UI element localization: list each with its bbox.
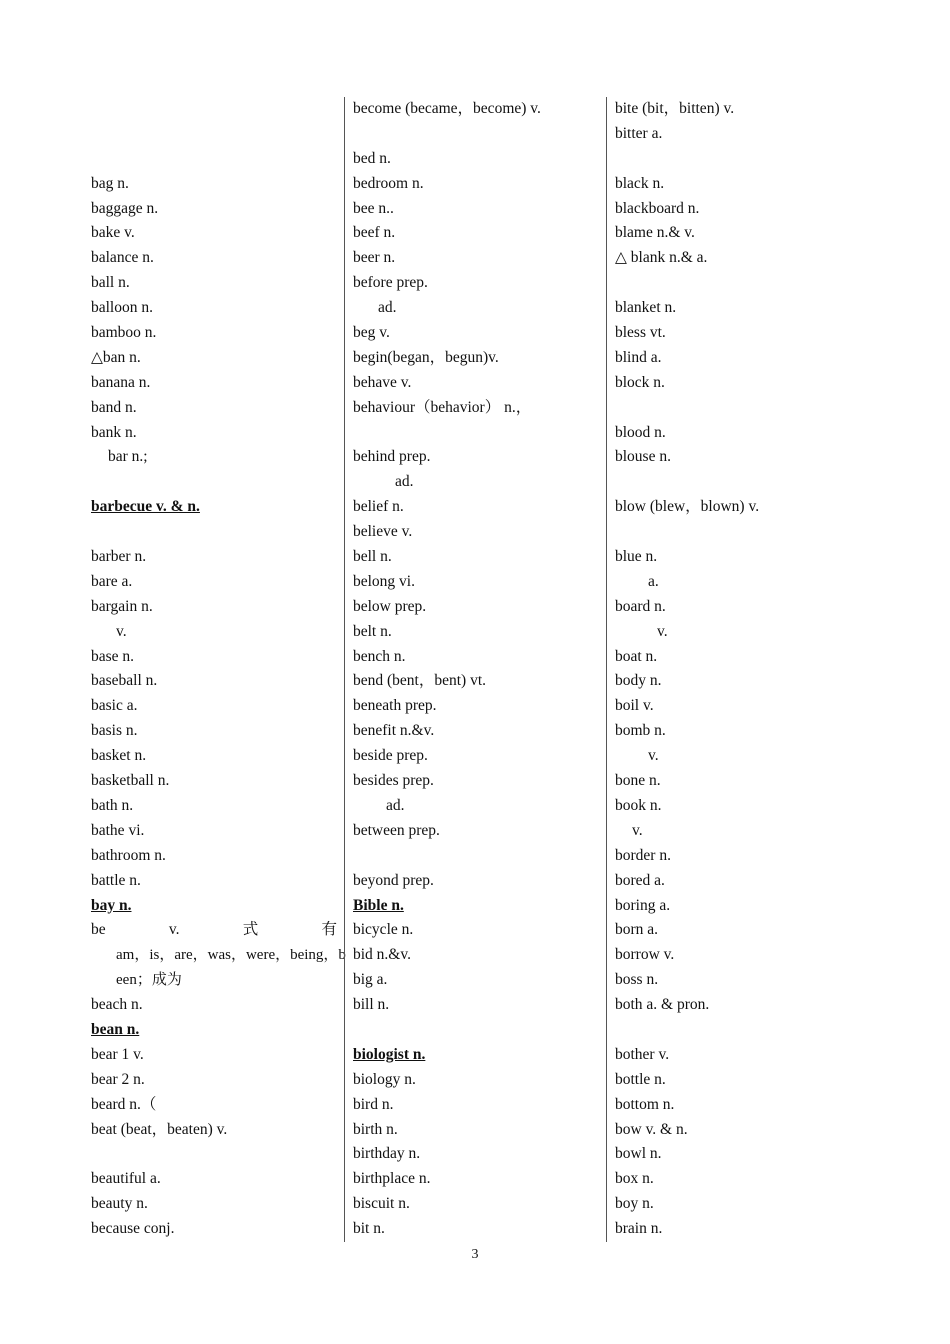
word-entry: board n. — [615, 597, 666, 615]
word-entry: because conj. — [91, 1220, 175, 1238]
word-entry — [91, 470, 337, 495]
word-entry: between prep. — [353, 821, 440, 839]
word-entry: bottle n. — [615, 1070, 666, 1088]
word-entry: bottom n. — [615, 1095, 675, 1113]
word-entry: blow (blew，blown) v. — [615, 498, 760, 516]
word-entry: beat (beat，beaten) v. — [91, 1120, 228, 1138]
word-entry: bathroom n. — [91, 846, 166, 864]
word-entry: bitter a. — [615, 124, 663, 142]
word-entry — [91, 147, 337, 172]
word-entry: bowl n. — [615, 1145, 662, 1163]
word-entry: boil v. — [615, 697, 654, 715]
word-entry: boy n. — [615, 1195, 654, 1213]
word-entry: bar n.; — [108, 448, 148, 466]
word-entry: beard n.（ — [91, 1095, 157, 1113]
word-entry: biscuit n. — [353, 1195, 410, 1213]
word-entry: battle n. — [91, 871, 141, 889]
word-entry: beside prep. — [353, 747, 428, 765]
word-entry: beyond prep. — [353, 871, 434, 889]
word-entry — [353, 844, 599, 869]
word-entry: blouse n. — [615, 448, 671, 466]
word-entry: blackboard n. — [615, 199, 700, 217]
word-entry: basic a. — [91, 697, 138, 715]
word-entry: big a. — [353, 971, 388, 989]
word-entry — [91, 520, 337, 545]
word-entry — [91, 1142, 337, 1167]
word-entry: behind prep. — [353, 448, 431, 466]
word-entry: bathe vi. — [91, 821, 145, 839]
word-entry — [615, 147, 867, 172]
word-entry: bee n.. — [353, 199, 394, 217]
word-entry: bless vt. — [615, 324, 666, 342]
word-entry: believe v. — [353, 523, 413, 541]
word-entry: bench n. — [353, 647, 406, 665]
word-entry: beauty n. — [91, 1195, 148, 1213]
word-entry: beg v. — [353, 324, 390, 342]
word-entry: bird n. — [353, 1095, 394, 1113]
word-entry-wrap: am，is，are，was，were，being，b — [116, 947, 346, 964]
word-entry: box n. — [615, 1170, 654, 1188]
word-entry — [353, 122, 599, 147]
word-entry-bold: Bible n. — [353, 896, 404, 914]
word-column-2 — [344, 97, 599, 1242]
word-entry: band n. — [91, 398, 137, 416]
word-entry: bamboo n. — [91, 324, 157, 342]
word-entry: boring a. — [615, 896, 671, 914]
word-column-1 — [91, 97, 346, 1242]
be-text-a: 式 — [242, 921, 259, 939]
word-entry — [615, 470, 867, 495]
word-entry: brain n. — [615, 1220, 663, 1238]
word-entry: blame n.& v. — [615, 224, 695, 242]
word-entry: benefit n.&v. — [353, 722, 435, 740]
word-entry: barber n. — [91, 548, 147, 566]
word-entry-bold: barbecue v. & n. — [91, 498, 200, 516]
word-entry-bold: bean n. — [91, 1020, 140, 1038]
word-entry: beef n. — [353, 224, 396, 242]
word-entry: base n. — [91, 647, 135, 665]
word-entry: ad. — [386, 796, 405, 814]
word-entry: block n. — [615, 373, 665, 391]
word-entry: basket n. — [91, 747, 147, 765]
word-entry: bear 2 n. — [91, 1070, 145, 1088]
word-entry: black n. — [615, 174, 665, 192]
word-entry: ad. — [378, 299, 397, 317]
word-entry: balloon n. — [91, 299, 153, 317]
word-column-3 — [606, 97, 867, 1242]
word-entry: bid n.&v. — [353, 946, 411, 964]
word-entry: ball n. — [91, 274, 130, 292]
word-entry: baggage n. — [91, 199, 159, 217]
word-entry: v. — [116, 622, 127, 640]
word-entry: bend (bent，bent) vt. — [353, 672, 487, 690]
word-entry: blood n. — [615, 423, 666, 441]
word-entry: born a. — [615, 921, 659, 939]
word-entry: borrow v. — [615, 946, 675, 964]
word-entry: bother v. — [615, 1045, 670, 1063]
word-entry-be — [91, 918, 337, 943]
be-text-b: 有 — [321, 921, 337, 939]
word-entry: body n. — [615, 672, 662, 690]
word-entry: bow v. & n. — [615, 1120, 688, 1138]
word-entry: begin(began，begun)v. — [353, 348, 499, 366]
word-entry: v. — [632, 821, 643, 839]
word-entry: a. — [648, 572, 659, 590]
word-entry: bargain n. — [91, 597, 153, 615]
word-entry: △ blank n.& a. — [615, 249, 708, 267]
word-entry: banana n. — [91, 373, 151, 391]
word-entry: birthday n. — [353, 1145, 421, 1163]
word-entry: bed n. — [353, 149, 391, 167]
be-pos: v. — [168, 921, 180, 939]
word-entry: balance n. — [91, 249, 154, 267]
word-entry: border n. — [615, 846, 671, 864]
word-entry: bit n. — [353, 1220, 385, 1238]
word-entry-wrap: een；成为 — [116, 972, 182, 989]
word-entry: boss n. — [615, 971, 659, 989]
word-entry: belt n. — [353, 622, 392, 640]
word-entry: belong vi. — [353, 572, 415, 590]
word-entry: basketball n. — [91, 772, 170, 790]
word-entry: become (became，become) v. — [353, 100, 541, 117]
word-entry: bicycle n. — [353, 921, 414, 939]
word-entry: bomb n. — [615, 722, 666, 740]
word-entry: behave v. — [353, 373, 412, 391]
word-entry — [615, 1018, 867, 1043]
word-entry: biology n. — [353, 1070, 416, 1088]
word-entry: birthplace n. — [353, 1170, 431, 1188]
word-entry: blind a. — [615, 348, 662, 366]
word-entry: basis n. — [91, 722, 138, 740]
word-entry: bite (bit，bitten) v. — [615, 100, 735, 117]
word-entry: bored a. — [615, 871, 665, 889]
word-entry: belief n. — [353, 498, 404, 516]
word-entry: bone n. — [615, 772, 661, 790]
word-entry-bold: bay n. — [91, 896, 132, 914]
word-entry: blanket n. — [615, 299, 677, 317]
word-entry: bank n. — [91, 423, 137, 441]
word-entry: bill n. — [353, 996, 390, 1014]
word-entry: bell n. — [353, 548, 392, 566]
word-entry: beach n. — [91, 996, 143, 1014]
word-entry: bedroom n. — [353, 174, 424, 192]
word-entry: behaviour（behavior） n.， — [353, 398, 532, 416]
word-entry — [91, 122, 337, 147]
word-entry: bath n. — [91, 796, 134, 814]
word-entry: beneath prep. — [353, 697, 437, 715]
word-entry — [353, 1018, 599, 1043]
word-entry — [615, 271, 867, 296]
word-entry: v. — [657, 622, 668, 640]
word-entry-bold: biologist n. — [353, 1045, 426, 1063]
word-entry: before prep. — [353, 274, 428, 292]
word-entry: v. — [648, 747, 659, 765]
word-entry: below prep. — [353, 597, 427, 615]
word-entry: both a. & pron. — [615, 996, 710, 1014]
page-number: 3 — [471, 1247, 479, 1262]
word-entry: boat n. — [615, 647, 658, 665]
word-entry — [353, 421, 599, 446]
word-entry: ad. — [395, 473, 414, 491]
word-entry: bake v. — [91, 224, 135, 242]
be-word: be — [91, 921, 106, 939]
word-entry — [615, 520, 867, 545]
word-entry: birth n. — [353, 1120, 398, 1138]
word-entry — [91, 97, 337, 122]
word-entry: beer n. — [353, 249, 396, 267]
word-entry: bear 1 v. — [91, 1045, 144, 1063]
word-entry: △ban n. — [91, 348, 141, 366]
word-entry — [615, 396, 867, 421]
word-entry: book n. — [615, 796, 662, 814]
word-entry: blue n. — [615, 548, 658, 566]
word-entry: besides prep. — [353, 772, 434, 790]
word-entry: beautiful a. — [91, 1170, 161, 1188]
word-entry: baseball n. — [91, 672, 158, 690]
word-entry: bare a. — [91, 572, 133, 590]
word-entry: bag n. — [91, 174, 129, 192]
